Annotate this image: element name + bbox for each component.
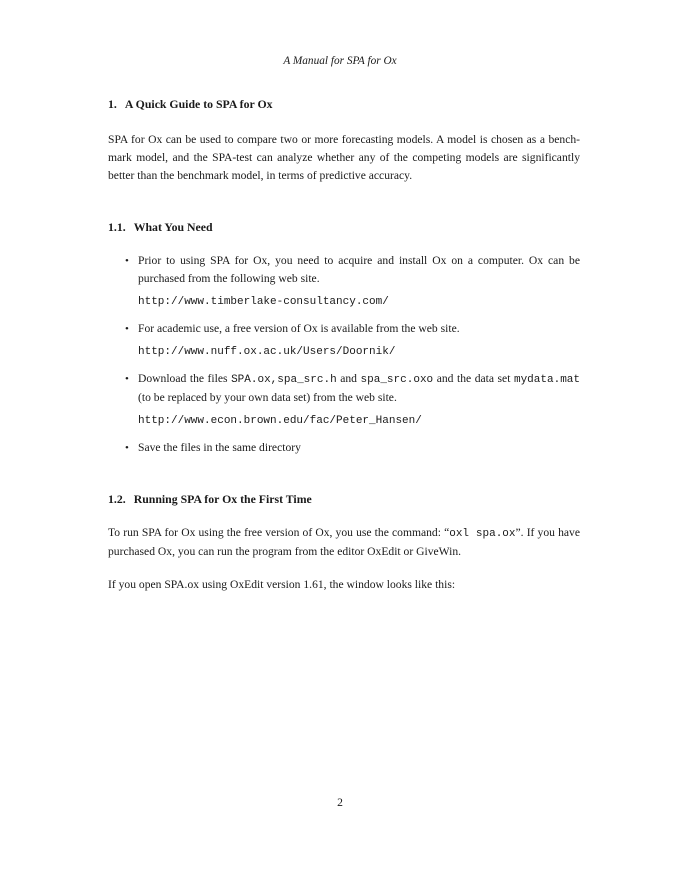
bullet-icon: • <box>125 255 129 267</box>
section-1-1-number: 1.1. <box>108 220 126 234</box>
list-item-text: Download the files SPA.ox,spa_src.h and spa_src.oxo and the data set mydata.mat (to be replaced by your own data set) from the web site. <box>138 372 580 404</box>
list-item-text: For academic use, a free version of Ox is available from the web site. <box>138 322 460 335</box>
bullet-icon: • <box>125 323 129 335</box>
filename: SPA.ox,spa_src.h <box>231 374 337 386</box>
url-link[interactable]: http://www.timberlake-consultancy.com/ <box>138 296 389 308</box>
page-content <box>108 97 580 594</box>
filename: mydata.mat <box>513 374 580 386</box>
section-1-paragraph: SPA for Ox can be used to compare two or more forecasting models. A model is chosen as a bench-mark model, and the SPA-test can analyze whether any of the competing models are significantly better than the benchmark model, in terms of predictive accuracy. <box>108 133 580 182</box>
section-1-1-heading <box>108 220 580 235</box>
list-item <box>108 439 580 457</box>
requirements-list <box>108 252 580 457</box>
section-1-2-title: Running SPA for Ox the First Time <box>133 492 312 506</box>
filename: spa_src.oxo <box>360 374 434 386</box>
running-head: A Manual for SPA for Ox <box>283 55 397 67</box>
list-item <box>108 370 580 429</box>
section-1-2-number: 1.2. <box>108 492 126 506</box>
command-text: oxl spa.ox <box>449 528 516 540</box>
section-1-2-paragraph: To run SPA for Ox using the free version of Ox, you use the command: “oxl spa.ox”. If you have purchased Ox, you can run the program from the editor OxEdit or GiveWin. <box>108 526 580 558</box>
list-item <box>108 252 580 310</box>
section-1-title: A Quick Guide to SPA for Ox <box>124 97 273 111</box>
page-number: 2 <box>337 796 343 809</box>
bullet-icon: • <box>125 442 129 454</box>
section-1-heading <box>108 97 580 112</box>
list-item-text: Save the files in the same directory <box>138 441 301 454</box>
url-link[interactable]: http://www.econ.brown.edu/fac/Peter_Hansen/ <box>138 415 422 427</box>
section-1-1-title: What You Need <box>133 220 213 234</box>
section-1-2-paragraph-2: If you open SPA.ox using OxEdit version 1.61, the window looks like this: <box>108 578 456 591</box>
section-1-2-heading <box>108 492 580 507</box>
list-item-text: Prior to using SPA for Ox, you need to acquire and install Ox on a computer. Ox can be purchased from the following web site. <box>138 254 580 285</box>
section-1-number: 1. <box>108 97 117 111</box>
bullet-icon: • <box>125 373 129 385</box>
list-item <box>108 320 580 360</box>
url-link[interactable]: http://www.nuff.ox.ac.uk/Users/Doornik/ <box>138 346 396 358</box>
